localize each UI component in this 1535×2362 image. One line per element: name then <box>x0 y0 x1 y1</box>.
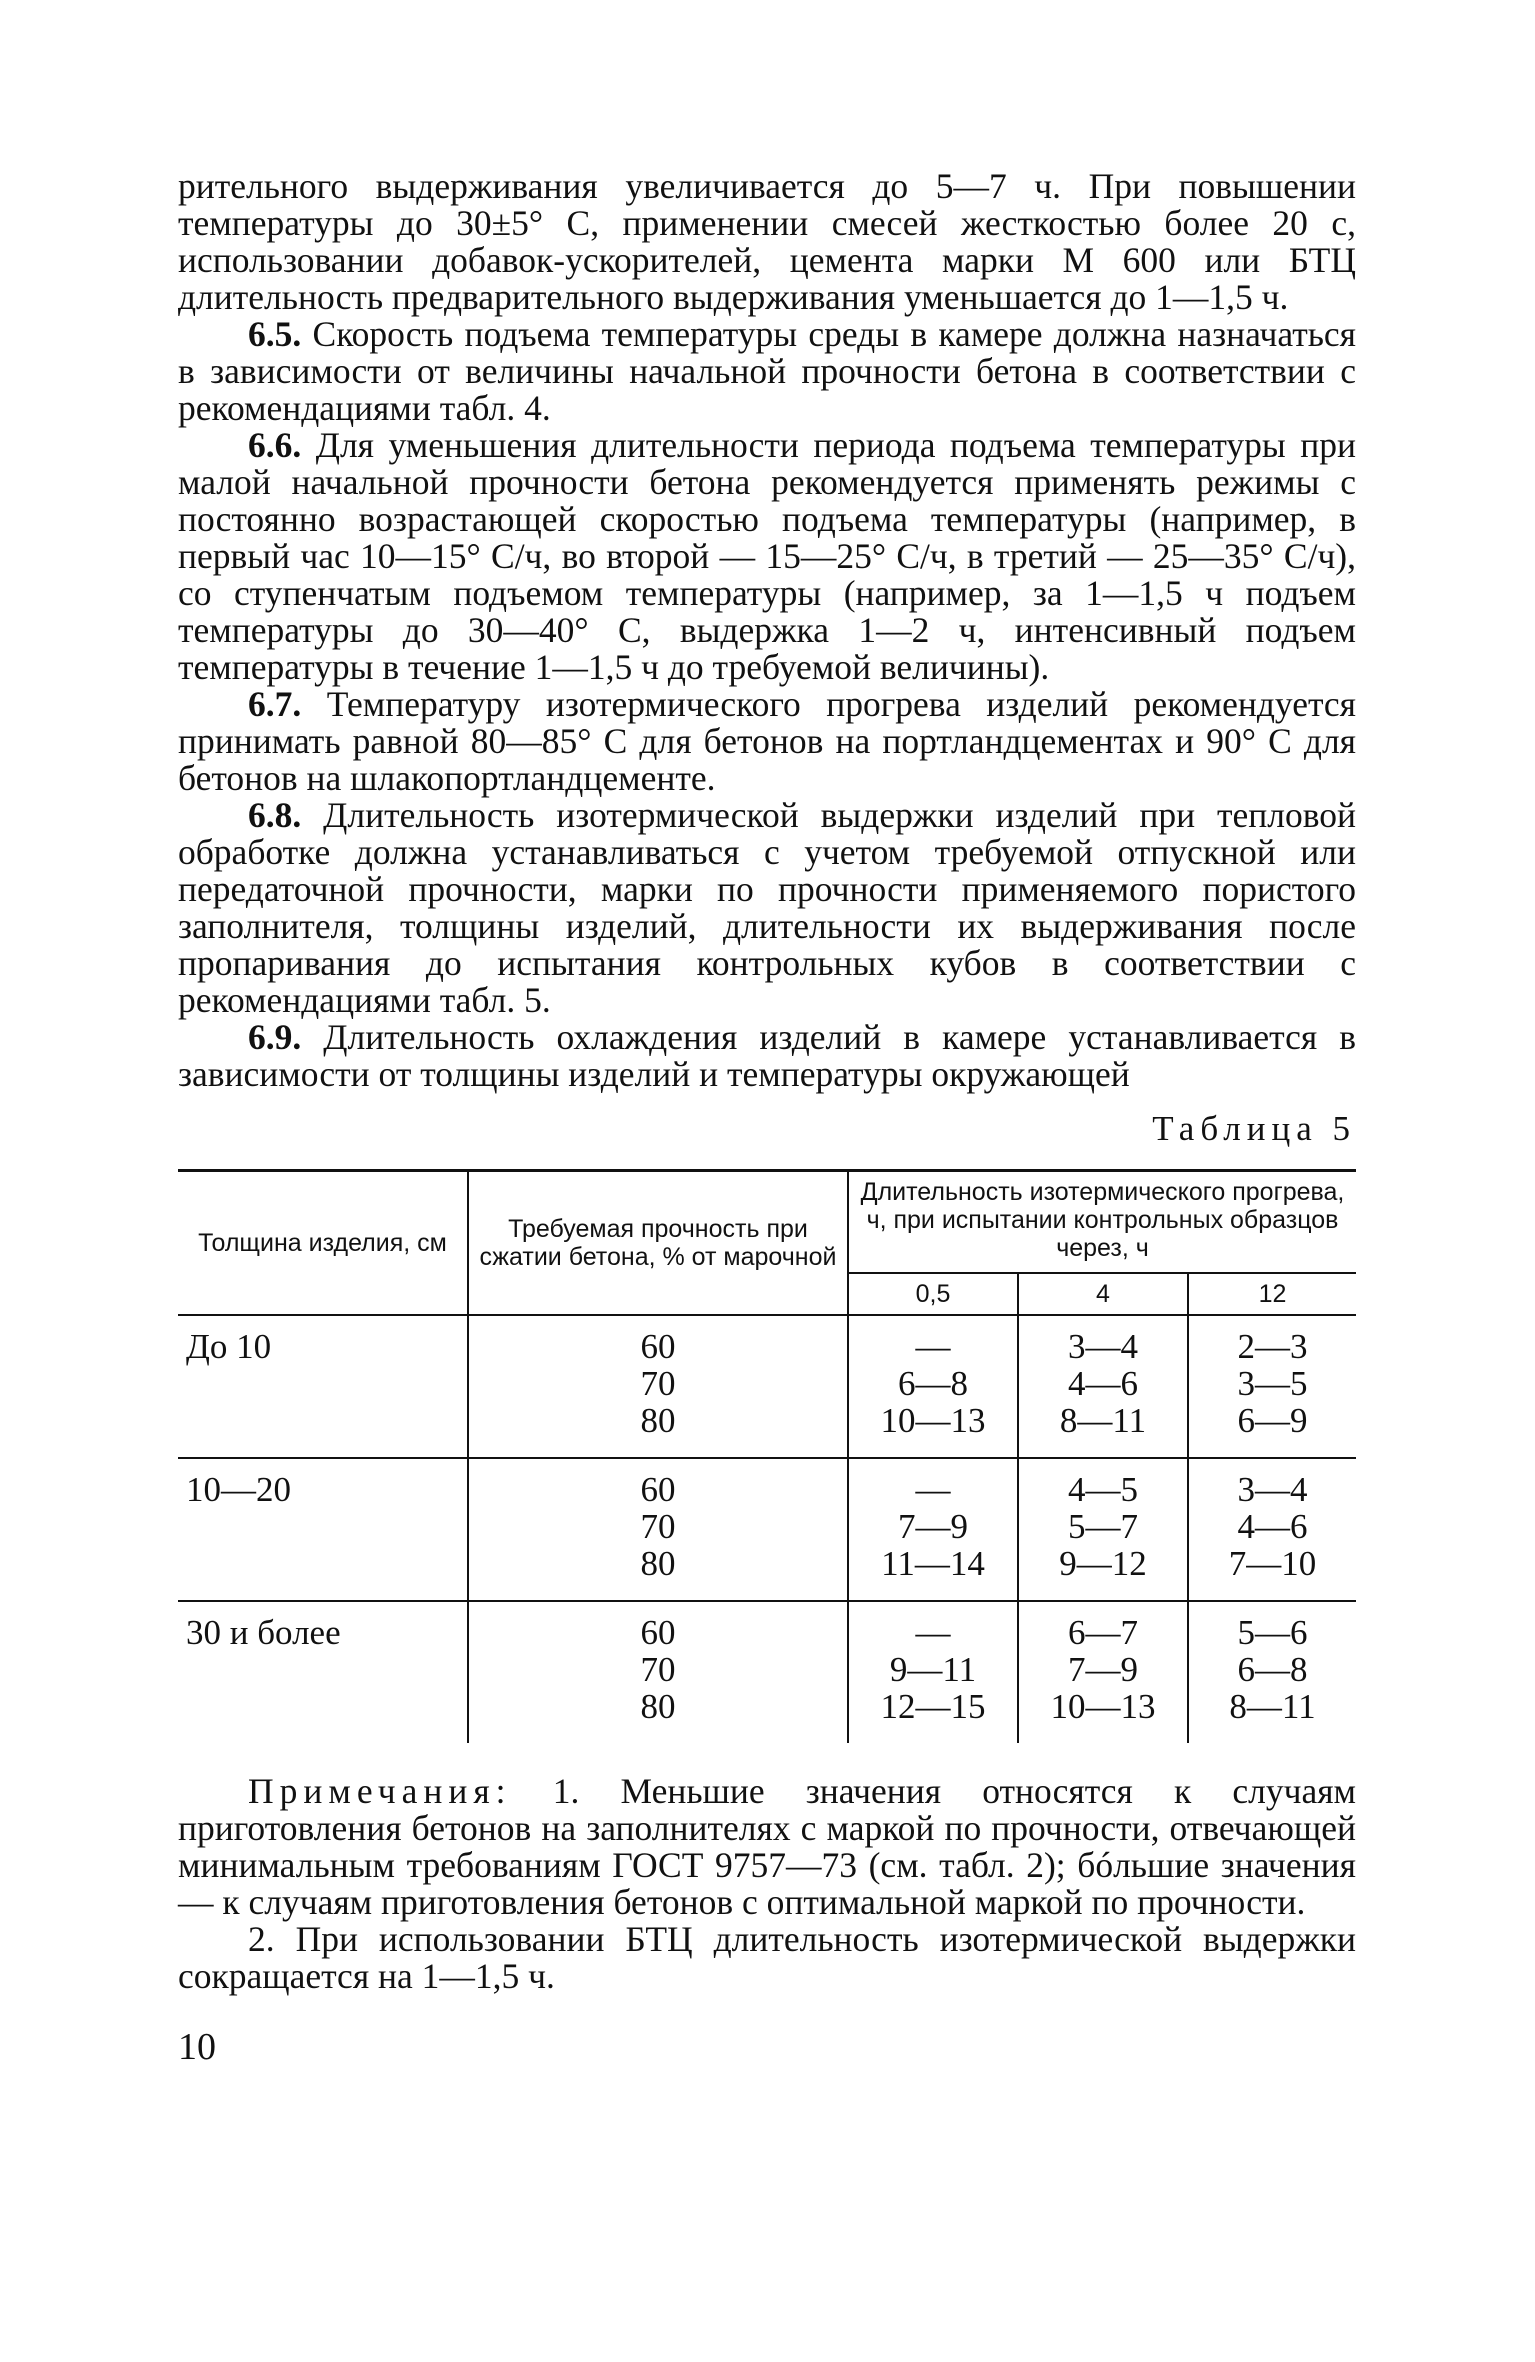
cell-duration-4: 4—5 5—7 9—12 <box>1018 1458 1188 1601</box>
paragraph-text: Длительность охлаждения изделий в камере устанавливается в зависимости от толщины изделий и температуры окружающей <box>178 1017 1356 1094</box>
table-row <box>178 1458 1356 1601</box>
paragraph-6-7 <box>178 686 1356 797</box>
paragraph-6-6 <box>178 427 1356 686</box>
note-2: 2. При использовании БТЦ длительность изотермической выдержки сокращается на 1—1,5 ч. <box>178 1919 1356 1996</box>
header-sub-12: 12 <box>1188 1273 1356 1315</box>
paragraph-6-8 <box>178 797 1356 1019</box>
paragraph-text: Скорость подъема температуры среды в камере должна назначаться в зависимости от величины начальной прочности бетона в соответствии с рекомендациями табл. 4. <box>178 314 1356 428</box>
cell-duration-4: 6—7 7—9 10—13 <box>1018 1601 1188 1743</box>
page-number: 10 <box>178 2026 216 2068</box>
paragraph-continuation: рительного выдерживания увеличивается до 5—7 ч. При повышении температуры до 30±5° С, применении смесей жесткостью более 20 с, использовании добавок-ускорителей, цемента марки М 600 или БТЦ длительность предварительного выдерживания уменьшается до 1—1,5 ч. <box>178 166 1356 317</box>
cell-thickness: 30 и более <box>186 1613 341 1652</box>
data-table <box>178 1169 1356 1743</box>
cell-strength: 60 70 80 <box>468 1601 848 1743</box>
table-row <box>178 1601 1356 1743</box>
section-number: 6.5. <box>248 314 302 354</box>
cell-duration-0-5: — 9—11 12—15 <box>848 1601 1018 1743</box>
note-1 <box>178 1773 1356 1921</box>
table-caption: Таблица 5 <box>1152 1109 1356 1148</box>
cell-thickness: 10—20 <box>186 1470 291 1509</box>
document-page <box>178 168 1356 2069</box>
cell-duration-0-5: — 7—9 11—14 <box>848 1458 1018 1601</box>
cell-strength: 60 70 80 <box>468 1458 848 1601</box>
cell-duration-12: 5—6 6—8 8—11 <box>1188 1601 1356 1743</box>
cell-duration-0-5: — 6—8 10—13 <box>848 1315 1018 1458</box>
paragraph-text: Температуру изотермического прогрева изделий рекомендуется принимать равной 80—85° С для бетонов на портландцементах и 90° С для бетонов на шлакопортландцементе. <box>178 684 1356 798</box>
paragraph-text: Для уменьшения длительности периода подъема температуры при малой начальной прочности бетона рекомендуется применять режимы с постоянно возрастающей скоростью подъема температуры (например, в первый час 10—15° С/ч, во второй — 15—25° С/ч, в третий — 25—35° С/ч), со ступенчатым подъемом температуры (например, за 1—1,5 ч подъем температуры до 30—40° С, выдержка 1—2 ч, интенсивный подъем температуры в течение 1—1,5 ч до требуемой величины). <box>178 425 1356 687</box>
note-1-text: 1. Меньшие значения относятся к случаям приготовления бетонов на заполнителях с маркой по прочности, отвечающей минимальным требованиям ГОСТ 9757—73 (см. табл. 2); бóльшие значения — к случаям приготовления бетонов с оптимальной маркой по прочности. <box>178 1771 1356 1922</box>
cell-thickness: До 10 <box>186 1327 272 1366</box>
section-number: 6.7. <box>248 684 302 724</box>
header-strength: Требуемая прочность при сжатии бетона, % от марочной <box>468 1171 848 1316</box>
cell-duration-12: 3—4 4—6 7—10 <box>1188 1458 1356 1601</box>
section-number: 6.6. <box>248 425 302 465</box>
paragraph-6-5 <box>178 316 1356 427</box>
section-number: 6.9. <box>248 1017 302 1057</box>
notes-label: Примечания: <box>248 1771 512 1811</box>
header-sub-0-5: 0,5 <box>848 1273 1018 1315</box>
header-sub-4: 4 <box>1018 1273 1188 1315</box>
table-row <box>178 1315 1356 1458</box>
paragraph-text: Длительность изотермической выдержки изделий при тепловой обработке должна устанавливаться с учетом требуемой отпускной или передаточной прочности, марки по прочности применяемого пористого заполнителя, толщины изделий, длительности их выдерживания после пропаривания до испытания контрольных кубов в соответствии с рекомендациями табл. 5. <box>178 795 1356 1020</box>
cell-duration-4: 3—4 4—6 8—11 <box>1018 1315 1188 1458</box>
paragraph-6-9 <box>178 1019 1356 1093</box>
cell-strength: 60 70 80 <box>468 1315 848 1458</box>
section-number: 6.8. <box>248 795 302 835</box>
cell-duration-12: 2—3 3—5 6—9 <box>1188 1315 1356 1458</box>
header-thickness: Толщина изделия, см <box>178 1171 468 1316</box>
table-notes <box>178 1773 1356 1995</box>
header-duration: Длительность изотермического прогрева, ч, при испытании контрольных образцов через, ч <box>848 1171 1356 1274</box>
